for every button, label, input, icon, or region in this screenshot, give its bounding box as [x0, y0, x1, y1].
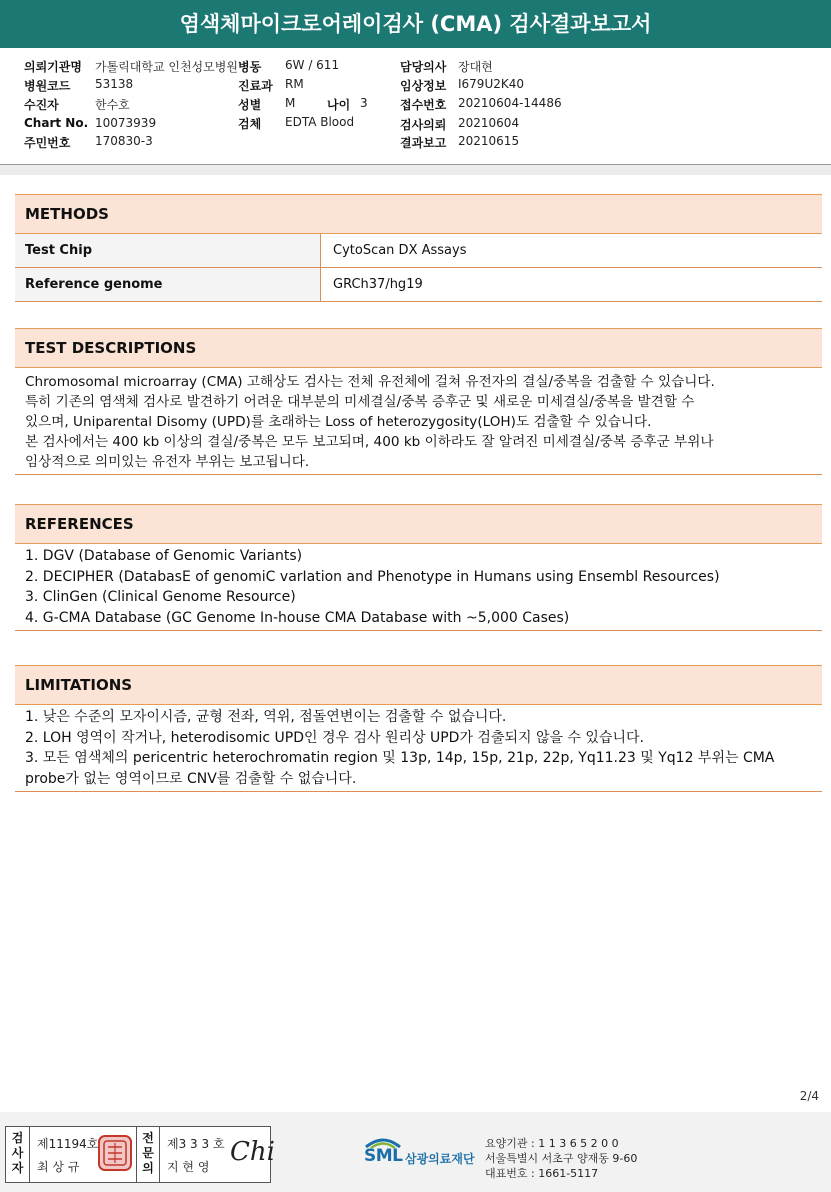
doctor-value: 장대현 [458, 60, 493, 74]
limitations-list [15, 705, 822, 792]
specialist-vertical-label [137, 1127, 160, 1182]
request-date-label: 검사의뢰 [400, 118, 447, 132]
report-title: 염색체마이크로어레이검사 (CMA) 검사결과보고서 [0, 0, 831, 49]
reference-item: 2. DECIPHER (DatabasE of genomiC varIation and Phenotype in Humans using Ensembl Resources) [25, 568, 720, 585]
description-line: 임상적으로 의미있는 유전자 부위는 보고됩니다. [25, 454, 310, 470]
receipt-no-label: 접수번호 [400, 98, 447, 112]
signature-box [5, 1126, 275, 1183]
request-date-value: 20210604 [458, 116, 520, 130]
examiner-cell [30, 1127, 137, 1182]
age-value: 3 [360, 96, 368, 110]
description-line: 있으며, Uniparental Disomy (UPD)를 초래하는 Loss of heterozygosity(LOH)도 검출할 수 있습니다. [25, 414, 652, 430]
ward-label: 병동 [238, 60, 262, 74]
seal-stamp-icon [96, 1133, 134, 1173]
reference-item: 1. DGV (Database of Genomic Variants) [25, 548, 303, 564]
descriptions-section [15, 328, 822, 475]
dept-value: RM [285, 77, 304, 91]
examiner-name: 최 상 규 [37, 1160, 80, 1174]
sml-logo [362, 1133, 404, 1177]
limitations-heading: LIMITATIONS [15, 665, 822, 705]
agency-number: 요양기관 : 1 1 3 6 5 2 0 0 [485, 1137, 619, 1150]
age-label: 나이 [327, 98, 351, 112]
institution-value: 가톨릭대학교 인천성모병원 [95, 60, 238, 74]
limitation-item: 2. LOH 영역이 작거나, heterodisomic UPD인 경우 검사 원리상 UPD가 검출되지 않을 수 있습니다. [25, 729, 644, 746]
methods-row [15, 234, 822, 268]
specimen-label: 검체 [238, 117, 262, 131]
limitations-section [15, 665, 822, 792]
patient-info [0, 48, 831, 164]
descriptions-body [15, 368, 822, 475]
report-date-value: 20210615 [458, 134, 520, 148]
methods-row-label: Test Chip [15, 234, 321, 267]
org-address: 서울특별시 서초구 양재동 9-60 [485, 1152, 638, 1165]
specialist-label: 전문의 [142, 1131, 154, 1175]
sex-label: 성별 [238, 98, 262, 112]
description-line: Chromosomal microarray (CMA) 고해상도 검사는 전체 유전체에 걸쳐 유전자의 결실/중복을 검출할 수 있습니다. [25, 374, 715, 390]
description-line: 본 검사에서는 400 kb 이상의 결실/중복은 모두 보고되며, 400 kb 이하라도 잘 알려진 미세결실/중복 증후군 부위나 [25, 434, 714, 450]
methods-heading: METHODS [15, 194, 822, 234]
report-date-label: 결과보고 [400, 136, 447, 150]
references-section [15, 504, 822, 631]
methods-row-value: GRCh37/hg19 [333, 277, 423, 292]
receipt-no-value: 20210604-14486 [458, 96, 562, 110]
examiner-label: 검사자 [11, 1131, 24, 1175]
resident-id-label: 주민번호 [24, 136, 71, 150]
resident-id-value: 170830-3 [95, 134, 153, 148]
patient-value: 한수호 [95, 98, 130, 112]
org-name: 삼광의료재단 [405, 1152, 475, 1166]
examiner-vertical-label [6, 1127, 30, 1182]
phone-number: 대표번호 : 1661-5117 [485, 1167, 599, 1180]
chart-label: Chart No. [24, 116, 89, 130]
specialist-cell [160, 1127, 275, 1182]
description-line: 특히 기존의 염색체 검사로 발견하기 어려운 대부분의 미세결실/중복 증후군 및 새로운 미세결실/중복을 발견할 수 [25, 394, 695, 410]
hospital-code-value: 53138 [95, 77, 134, 91]
hospital-code-label: 병원코드 [24, 79, 71, 93]
reference-item: 3. ClinGen (Clinical Genome Resource) [25, 589, 296, 605]
dept-label: 진료과 [238, 79, 273, 93]
limitation-item: 1. 낮은 수준의 모자이시즘, 균형 전좌, 역위, 점돌연변이는 검출할 수 없습니다. [25, 709, 507, 725]
chart-value: 10073939 [95, 116, 157, 130]
doctor-label: 담당의사 [400, 60, 447, 74]
methods-row-label: Reference genome [15, 268, 321, 301]
methods-row-value: CytoScan DX Assays [333, 243, 467, 258]
patient-label: 수진자 [24, 98, 59, 112]
logo-text: SML [364, 1146, 403, 1166]
page-number: 2/4 [799, 1089, 819, 1103]
ward-value: 6W / 611 [285, 58, 340, 72]
limitation-item: 3. 모든 염색체의 pericentric heterochromatin region 및 13p, 14p, 15p, 21p, 22p, Yq11.23 및 Yq12 부위는 CMA [25, 750, 775, 766]
limitation-item: probe가 없는 영역이므로 CNV를 검출할 수 없습니다. [25, 770, 357, 787]
methods-section [15, 194, 822, 302]
specimen-value: EDTA Blood [285, 115, 355, 129]
institution-label: 의뢰기관명 [24, 60, 82, 74]
clinical-info-value: I679U2K40 [458, 77, 524, 91]
sex-value: M [285, 96, 296, 110]
examiner-license: 제11194호 [37, 1137, 99, 1151]
references-list [15, 544, 822, 631]
header-divider-band [0, 165, 831, 175]
specialist-name: 지 현 영 [167, 1160, 210, 1174]
specialist-license: 제3 3 3 호 [167, 1137, 225, 1151]
reference-item: 4. G-CMA Database (GC Genome In-house CMA Database with ~5,000 Cases) [25, 609, 570, 626]
references-heading: REFERENCES [15, 504, 822, 544]
clinical-info-label: 임상정보 [400, 79, 447, 93]
descriptions-heading: TEST DESCRIPTIONS [15, 328, 822, 368]
signature: Chi [230, 1137, 275, 1167]
methods-row [15, 268, 822, 302]
